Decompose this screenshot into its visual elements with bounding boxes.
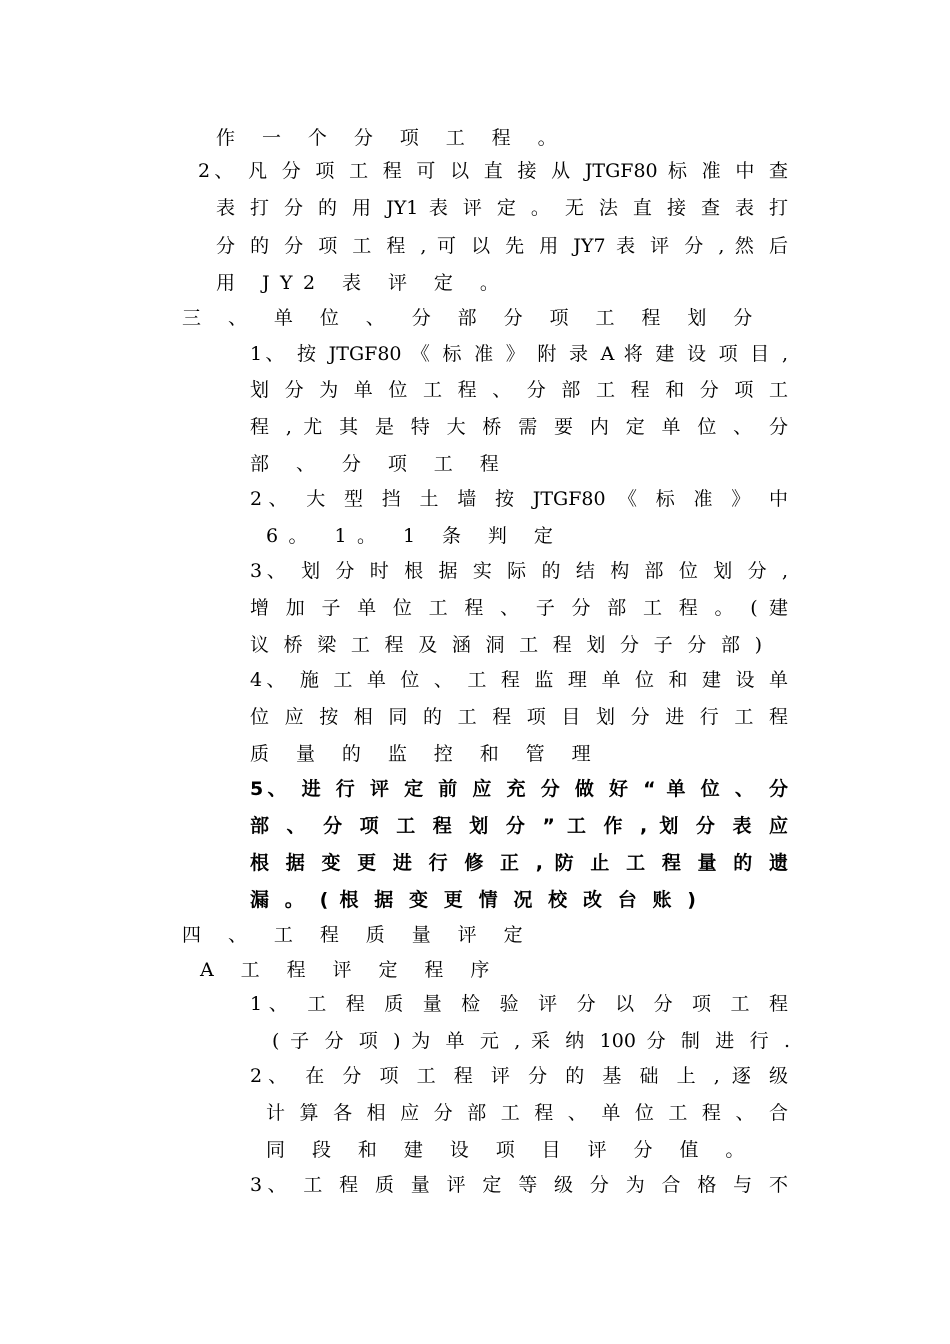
text-line: 计 算 各 相 应 分 部 工 程 、 单 位 工 程 、 合 — [266, 1102, 788, 1124]
text-line: 程 , 尤 其 是 特 大 桥 需 要 内 定 单 位 、 分 — [250, 416, 788, 438]
text-line: 2、 大 型 挡 土 墙 按 JTGF80 《 标 准 》 中 — [250, 488, 788, 510]
text-line: 2、 在 分 项 工 程 评 分 的 基 础 上 , 逐 级 — [250, 1065, 788, 1087]
text-line: 用 JY2 表 评 定 。 — [216, 272, 510, 294]
text-line: 6。 1。 1 条 判 定 — [266, 525, 564, 547]
text-line: 增 加 子 单 位 工 程 、 子 分 部 工 程 。 ( 建 — [250, 597, 788, 619]
text-line: 1、 按 JTGF80 《 标 准 》 附 录 A 将 建 设 项 目 , — [250, 343, 788, 365]
text-line: 同 段 和 建 设 项 目 评 分 值 。 — [266, 1139, 755, 1161]
text-line: 议 桥 梁 工 程 及 涵 洞 工 程 划 分 子 分 部 ) — [250, 634, 762, 656]
bold-text-line: 根 据 变 更 进 行 修 正 , 防 止 工 程 量 的 遗 — [250, 852, 788, 874]
bold-text-line: 漏 。 ( 根 据 变 更 情 况 校 改 台 账 ) — [250, 889, 696, 911]
text-line: 3、 划 分 时 根 据 实 际 的 结 构 部 位 划 分 , — [250, 560, 788, 582]
text-line: ( 子 分 项 ) 为 单 元 , 采 纳 100 分 制 进 行 . — [272, 1030, 790, 1052]
section-heading: 四 、 工 程 质 量 评 定 — [182, 924, 534, 946]
bold-text-line: 5、 进 行 评 定 前 应 充 分 做 好 “ 单 位 、 分 — [250, 778, 788, 800]
text-line: 质 量 的 监 控 和 管 理 — [250, 743, 602, 765]
bold-text-line: 部 、 分 项 工 程 划 分 ” 工 作 , 划 分 表 应 — [250, 815, 788, 837]
text-line: 作 一 个 分 项 工 程 。 — [216, 127, 568, 149]
subsection-heading: A 工 程 评 定 程 序 — [200, 959, 500, 981]
text-line: 4、 施 工 单 位 、 工 程 监 理 单 位 和 建 设 单 — [250, 669, 788, 691]
text-line: 2、 凡 分 项 工 程 可 以 直 接 从 JTGF80 标 准 中 查 — [198, 160, 788, 182]
text-line: 位 应 按 相 同 的 工 程 项 目 划 分 进 行 工 程 — [250, 706, 788, 728]
text-line: 部 、 分 项 工 程 — [250, 453, 510, 475]
text-line: 划 分 为 单 位 工 程 、 分 部 工 程 和 分 项 工 — [250, 379, 788, 401]
text-line: 分 的 分 项 工 程 , 可 以 先 用 JY7 表 评 分 , 然 后 — [216, 235, 788, 257]
section-heading: 三 、 单 位 、 分 部 分 项 工 程 划 分 — [182, 307, 763, 329]
text-line: 表 打 分 的 用 JY1 表 评 定 。 无 法 直 接 查 表 打 — [216, 197, 788, 219]
text-line: 3、 工 程 质 量 评 定 等 级 分 为 合 格 与 不 — [250, 1174, 788, 1196]
text-line: 1、 工 程 质 量 检 验 评 分 以 分 项 工 程 — [250, 993, 788, 1015]
